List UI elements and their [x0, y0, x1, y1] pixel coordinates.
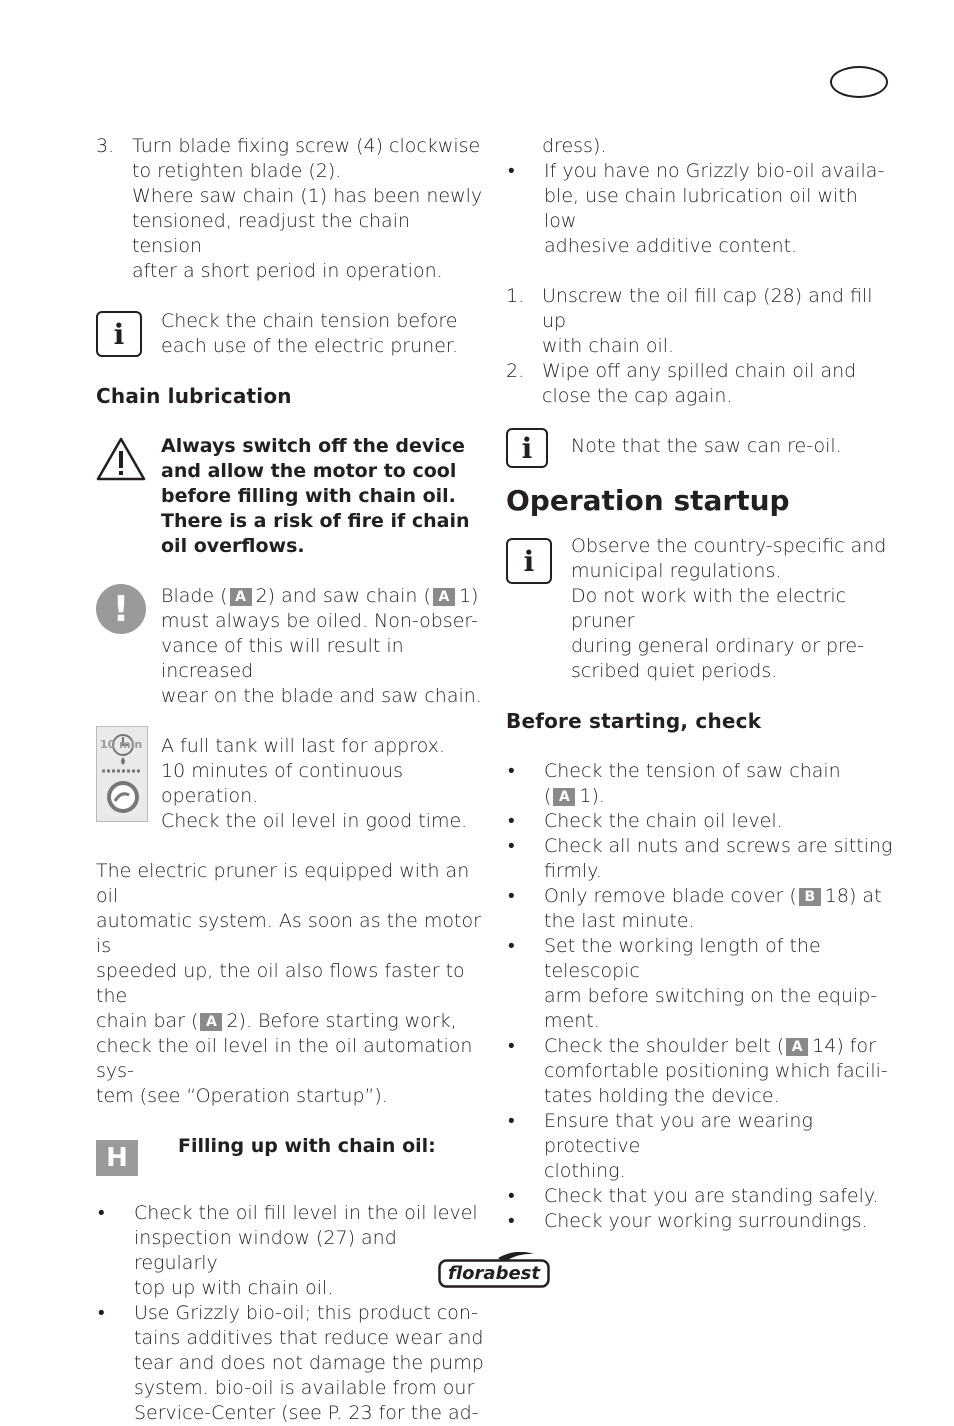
- text-line: tates holding the device.: [544, 1085, 780, 1107]
- text-line: tensioned, readjust the chain tension: [132, 210, 411, 257]
- text-line: close the cap again.: [542, 385, 733, 407]
- text-line: comfortable positioning which facili-: [544, 1060, 888, 1082]
- list-item: [506, 1184, 896, 1209]
- text-line: before filling with chain oil.: [161, 485, 456, 507]
- text-line: dress).: [542, 135, 607, 157]
- text-line: Check the tension of saw chain: [544, 760, 841, 782]
- filling-heading: Filling up with chain oil:: [178, 1135, 436, 1157]
- info-note-reoil: [506, 431, 896, 468]
- text-line: ble, use chain lubrication oil with low: [544, 185, 858, 232]
- bullet: •: [98, 1302, 105, 1324]
- list-item: [506, 759, 896, 809]
- figure-ref-badge: B: [799, 888, 821, 906]
- list-item: [506, 159, 896, 259]
- text-line: If you have no Grizzly bio-oil availa-: [544, 160, 885, 182]
- fill-steps: [506, 284, 896, 409]
- text-line: adhesive additive content.: [544, 235, 798, 257]
- text-line: Check the oil level in good time.: [161, 810, 468, 832]
- bullet: •: [508, 885, 515, 907]
- text-line: ment.: [544, 1010, 600, 1032]
- text-line: automatic system. As soon as the motor is: [96, 910, 481, 957]
- text-line: [544, 784, 896, 809]
- bullet: •: [508, 760, 515, 782]
- text-line: inspection window (27) and regularly: [134, 1227, 397, 1274]
- text-line: There is a risk of fire if chain: [161, 510, 470, 532]
- tank-icon-label: 10 min: [100, 738, 143, 751]
- text-line: after a short period in operation.: [132, 260, 443, 282]
- figure-ref-badge: A: [230, 588, 252, 606]
- text-line: Check the chain tension before: [161, 310, 458, 332]
- brand-logo: [438, 1252, 550, 1288]
- text-line: during general ordinary or pre-: [571, 635, 864, 657]
- section-heading-operation-startup: Operation startup: [506, 484, 790, 517]
- bullet: •: [508, 1110, 515, 1132]
- info-note-tension: [96, 309, 486, 359]
- info-icon: i: [506, 428, 548, 468]
- step-number: 3.: [96, 135, 115, 157]
- section-heading-chain-lubrication: Chain lubrication: [96, 384, 292, 408]
- bullet: •: [508, 1185, 515, 1207]
- text-line: Turn blade fixing screw (4) clockwise: [132, 135, 481, 157]
- list-item: [506, 834, 896, 884]
- bullet: •: [98, 1202, 105, 1224]
- text-line: The electric pruner is equipped with an oil: [96, 860, 470, 907]
- text-line: Do not work with the electric pruner: [571, 585, 847, 632]
- figure-ref-badge: A: [553, 788, 575, 806]
- text-line: clothing.: [544, 1160, 626, 1182]
- text-line: Check the chain oil level.: [544, 810, 783, 832]
- text-line: each use of the electric pruner.: [161, 335, 458, 357]
- checklist: [506, 759, 896, 1234]
- text-line: vance of this will result in increased: [161, 635, 404, 682]
- info-icon: i: [96, 311, 142, 357]
- text-line: check the oil level in the oil automation sys-: [96, 1035, 473, 1082]
- text-line: Check all nuts and screws are sitting: [544, 835, 893, 857]
- text-line: system. bio-oil is available from our: [134, 1377, 475, 1399]
- figure-ref-badge: A: [786, 1038, 808, 1056]
- step-1: [506, 284, 896, 359]
- list-item: [506, 1109, 896, 1184]
- text-line: the last minute.: [544, 910, 695, 932]
- text-line: [544, 1034, 896, 1059]
- info-note-regulations: [506, 534, 896, 684]
- text-line: Use Grizzly bio-oil; this product con-: [134, 1302, 478, 1324]
- text-line: Observe the country-specific and: [571, 535, 887, 557]
- text-line: Ensure that you are wearing protective: [544, 1110, 813, 1157]
- text-line: Unscrew the oil fill cap (28) and fill up: [542, 285, 873, 332]
- list-item: [96, 1301, 486, 1426]
- text-line: with chain oil.: [542, 335, 675, 357]
- text-line: oil overflows.: [161, 535, 305, 557]
- info-icon: i: [506, 538, 552, 584]
- text-line: tear and does not damage the pump: [134, 1352, 484, 1374]
- text-span: Blade (: [161, 585, 228, 607]
- text-line: and allow the motor to cool: [161, 460, 457, 482]
- text-span: 2) and saw chain (: [255, 585, 431, 607]
- text-line: must always be oiled. Non-obser-: [161, 610, 478, 632]
- step-2: [506, 359, 896, 409]
- text-line: Check that you are standing safely.: [544, 1185, 879, 1207]
- bullet: •: [508, 1210, 515, 1232]
- section-heading-before-starting: Before starting, check: [506, 709, 762, 733]
- list-item: [506, 1209, 896, 1234]
- text-line: arm before switching on the equip-: [544, 985, 878, 1007]
- left-column: [96, 134, 486, 1426]
- text-line: wear on the blade and saw chain.: [161, 685, 482, 707]
- warning-triangle-icon: [96, 436, 146, 482]
- text-line: [96, 1009, 486, 1034]
- bullet: •: [508, 835, 515, 857]
- oil-automation-paragraph: [96, 859, 486, 1109]
- text-span: (: [544, 785, 552, 807]
- list-item: [96, 1201, 486, 1301]
- brand-logo-text: florabest: [448, 1263, 540, 1284]
- list-item: [506, 934, 896, 1034]
- text-line: Note that the saw can re-oil.: [571, 435, 842, 457]
- text-line: [544, 884, 896, 909]
- exclamation-icon: !: [96, 584, 146, 634]
- text-line: tem (see “Operation startup”).: [96, 1085, 388, 1107]
- bullet: •: [508, 810, 515, 832]
- text-span: 1).: [579, 785, 605, 807]
- figure-ref-badge: A: [433, 588, 455, 606]
- text-span: 2). Before starting work,: [226, 1010, 457, 1032]
- text-line: Where saw chain (1) has been newly: [132, 185, 483, 207]
- text-span: 18) at: [824, 885, 882, 907]
- text-span: chain bar (: [96, 1010, 199, 1032]
- text-line: scribed quiet periods.: [571, 660, 778, 682]
- text-line: top up with chain oil.: [134, 1277, 334, 1299]
- filling-bullets: [96, 1201, 486, 1426]
- text-line: firmly.: [544, 860, 602, 882]
- text-line: municipal regulations.: [571, 560, 782, 582]
- bullet: •: [508, 160, 515, 182]
- text-line: [161, 584, 486, 609]
- text-line: 10 minutes of continuous operation.: [161, 760, 404, 807]
- text-line: to retighten blade (2).: [132, 160, 342, 182]
- tank-duration-icon: [96, 726, 148, 822]
- text-line: tains additives that reduce wear and: [134, 1327, 484, 1349]
- text-line: A full tank will last for approx.: [161, 735, 445, 757]
- caution-note: [96, 584, 486, 709]
- text-line: speeded up, the oil also flows faster to the: [96, 960, 465, 1007]
- text-span: 14) for: [812, 1035, 876, 1057]
- step-number: 1.: [506, 285, 525, 307]
- step-3: [96, 134, 486, 284]
- list-item: [506, 1034, 896, 1109]
- text-line: Set the working length of the telescopic: [544, 935, 821, 982]
- text-line: Check the oil fill level in the oil level: [134, 1202, 478, 1224]
- figure-ref-badge: A: [200, 1013, 222, 1031]
- text-line: Always switch off the device: [161, 435, 465, 457]
- language-tab: [830, 66, 888, 98]
- warning-note: [96, 434, 486, 559]
- figure-h-badge: H: [96, 1140, 138, 1176]
- text-span: Check the shoulder belt (: [544, 1035, 785, 1057]
- text-span: 1): [458, 585, 479, 607]
- bullet: •: [508, 1035, 515, 1057]
- text-line: Check your working surroundings.: [544, 1210, 868, 1232]
- filling-heading-row: [96, 1134, 486, 1176]
- list-item: [506, 809, 896, 834]
- text-line: Service-Center (see P. 23 for the ad-: [134, 1402, 479, 1424]
- bullet: •: [508, 935, 515, 957]
- right-column: [506, 134, 896, 1234]
- tank-note: [96, 734, 486, 834]
- text-line: Wipe off any spilled chain oil and: [542, 360, 857, 382]
- text-span: Only remove blade cover (: [544, 885, 797, 907]
- step-number: 2.: [506, 360, 525, 382]
- list-item: [506, 884, 896, 934]
